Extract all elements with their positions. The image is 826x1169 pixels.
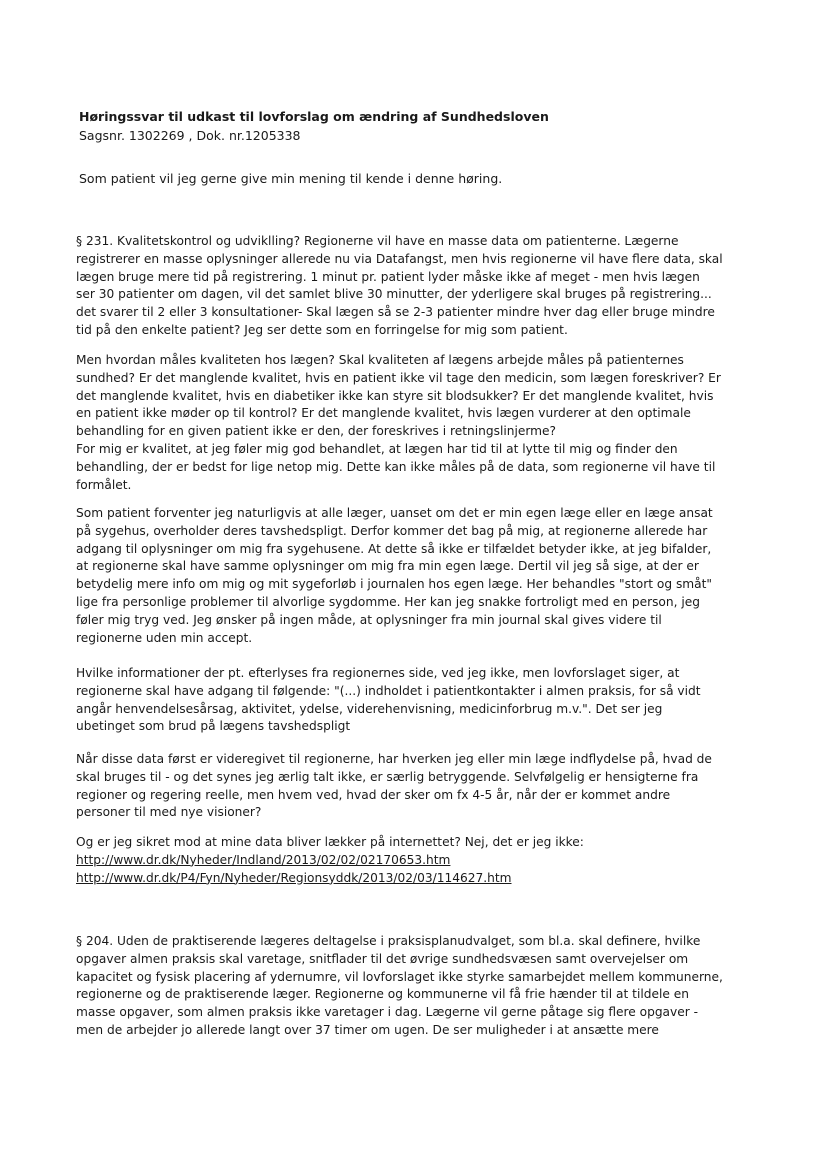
text-line: § 204. Uden de praktiserende lægeres deltagelse i praksisplanudvalget, som bl.a. skal definere, hvilke <box>76 934 701 948</box>
text-line: det manglende kvalitet, hvis en diabetiker ikke kan styre sit blodsukker? Er det manglende kvalitet, hvis <box>76 388 714 403</box>
text-line: behandling, der er bedst for lige netop mig. Dette kan ikke måles på de data, som regionerne vil have til <box>76 459 716 474</box>
text-line: ser 30 patienter om dagen, vil det samlet blive 30 minutter, der yderligere skal bruges på registrering... <box>76 287 712 302</box>
text-line: Hvilke informationer der pt. efterlyses fra regionernes side, ved jeg ikke, men lovforslaget siger, at <box>76 666 680 680</box>
text-line: betydelig mere info om mig og mit sygeforløb i journalen hos egen læge. Her behandles "stort og småt" <box>76 577 713 592</box>
text-line: opgaver almen praksis skal varetage, snitflader til det øvrige sundhedsvæsen samt overvejelser om <box>76 951 689 966</box>
text-line: sundhed? Er det manglende kvalitet, hvis en patient ikke vil tage den medicin, som lægen foreskriver? Er <box>76 370 721 385</box>
text-line: formålet. <box>76 477 132 492</box>
paragraph-confidentiality <box>76 505 766 647</box>
news-link-dr-indland[interactable]: http://www.dr.dk/Nyheder/Indland/2013/02/02/02170653.htm <box>76 852 451 867</box>
text-line: angår henvendelsesårsag, aktivitet, ydelse, viderehenvisning, medicinforbrug m.v.". Det ser jeg <box>76 701 663 716</box>
text-line: regionerne og de praktiserende læger. Regionerne og kommunerne vil få frie hænder til at tildele en <box>76 987 689 1002</box>
text-line: men de arbejder jo allerede langt over 37 timer om ugen. De ser muligheder i at ansætte mere <box>76 1022 659 1037</box>
text-line: regionerne skal have adgang til følgende: "(...) indholdet i patientkontakter i almen praksis, for så vidt <box>76 683 701 698</box>
text-line: personer til med nye visioner? <box>76 805 262 820</box>
text-line: regionerne uden min accept. <box>76 630 253 645</box>
text-line: på sygehus, overholder deres tavshedspligt. Derfor kommer det bag på mig, at regionerne allerede har <box>76 523 708 538</box>
paragraph-data-use <box>76 751 766 822</box>
text-line: kapacitet og fysisk placering af ydernumre, vil lovforslaget ikke styrke samarbejdet mellem kommunerne, <box>76 969 723 984</box>
paragraph-information <box>76 665 766 736</box>
text-line: tid på den enkelte patient? Jeg ser dette som en forringelse for mig som patient. <box>76 322 568 337</box>
case-reference: Sagsnr. 1302269 , Dok. nr.1205338 <box>79 128 301 143</box>
text-line: ubetinget som brud på lægens tavshedspligt <box>76 719 351 734</box>
text-line: Og er jeg sikret mod at mine data bliver lækker på internettet? Nej, det er jeg ikke: <box>76 835 584 849</box>
intro-text: Som patient vil jeg gerne give min mening til kende i denne høring. <box>79 171 503 186</box>
text-line: Som patient forventer jeg naturligvis at alle læger, uanset om det er min egen læge eller en læge ansat <box>76 506 713 520</box>
text-line: at regionerne skal have samme oplysninger om mig fra min egen læge. Dertil vil jeg så sige, at der er <box>76 559 699 574</box>
document-title: Høringssvar til udkast til lovforslag om ændring af Sundhedsloven <box>79 109 549 124</box>
text-line: det svarer til 2 eller 3 konsultationer- Skal lægen så se 2-3 patienter mindre hver dag eller bruge mindre <box>76 305 715 320</box>
text-line: For mig er kvalitet, at jeg føler mig god behandlet, at lægen har tid til at lytte til mig og finder den <box>76 441 678 456</box>
paragraph-204 <box>76 933 766 1040</box>
text-line: lægen bruge mere tid på registrering. 1 minut pr. patient lyder måske ikke af meget - men hvis lægen <box>76 269 700 284</box>
paragraph-231 <box>76 233 766 340</box>
text-line: adgang til oplysninger om mig fra sygehusene. At dette så ikke er tilfældet betyder ikke, at jeg bifalder, <box>76 541 712 556</box>
text-line: Når disse data først er videregivet til regionerne, har hverken jeg eller min læge indflydelse på, hvad de <box>76 752 712 766</box>
news-link-dr-p4-fyn[interactable]: http://www.dr.dk/P4/Fyn/Nyheder/Regionsyddk/2013/02/03/114627.htm <box>76 870 512 885</box>
paragraph-quality <box>76 352 766 494</box>
text-line: masse opgaver, som almen praksis ikke varetager i dag. Lægerne vil gerne påtage sig flere opgaver - <box>76 1005 699 1020</box>
text-line: registrerer en masse oplysninger allerede nu via Datafangst, men hvis regionerne vil have flere data, skal <box>76 251 723 266</box>
text-line: skal bruges til - og det synes jeg ærlig talt ikke, er særlig betryggende. Selvfølgelig er hensigterne fra <box>76 769 699 784</box>
paragraph-data-leaks <box>76 834 766 887</box>
text-line: § 231. Kvalitetskontrol og udviklling? Regionerne vil have en masse data om patienterne. Lægerne <box>76 234 679 248</box>
text-line: regioner og regering reelle, men hvem ved, hvad der sker om fx 4-5 år, når der er kommet andre <box>76 787 671 802</box>
text-line: lige fra personlige problemer til alvorlige sygdomme. Her kan jeg snakke fortroligt med en person, jeg <box>76 594 700 609</box>
text-line: en patient ikke møder op til kontrol? Er det manglende kvalitet, hvis lægen vurderer at den optimale <box>76 406 691 421</box>
text-line: føler mig tryg ved. Jeg ønsker på ingen måde, at oplysninger fra min journal skal gives videre til <box>76 612 662 627</box>
text-line: behandling for en given patient ikke er den, der foreskrives i retningslinjerme? <box>76 424 556 439</box>
text-line: Men hvordan måles kvaliteten hos lægen? Skal kvaliteten af lægens arbejde måles på patienternes <box>76 353 684 367</box>
